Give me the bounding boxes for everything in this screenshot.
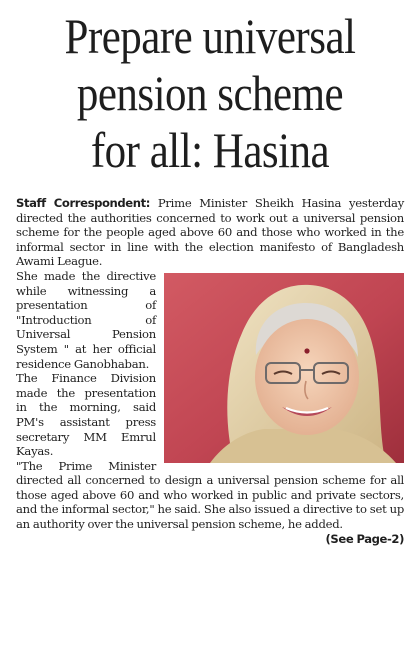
headline-line-1: Prepare universal	[64, 8, 356, 64]
article-body	[16, 196, 405, 546]
headline-line-2: pension scheme	[76, 65, 344, 121]
portrait-photo	[164, 273, 404, 463]
continuation-link[interactable]: (See Page-2)	[325, 531, 404, 546]
paragraph-3: The Finance Division made the presentation in the morning, said PM's assistant press secretary MM Emrul Kayas.	[16, 371, 156, 459]
byline: Staff Correspondent:	[16, 196, 150, 210]
headline-line-3: for all: Hasina	[90, 122, 330, 178]
paragraph-4-text: "The Prime Minister directed all concerned to design a universal pension scheme for all those aged above 60 and who worked in public and private sectors, and the informal sector," he said. She also issued a directive to set up an authority over the universal pension scheme, he added.	[16, 458, 404, 532]
headline	[43, 8, 377, 179]
lead-text: Prime Minister Sheikh Hasina yesterday directed the authorities concerned to work out a universal pension scheme for the people aged above 60 and those who worked in the informal sector in line with the election manifesto of Bangladesh Awami League.	[16, 196, 405, 269]
lead-paragraph	[16, 196, 404, 269]
paragraph-2: She made the directive while witnessing a presentation of "Introduction of Universal Pension System " at her official residence Ganobhaban.	[16, 268, 156, 371]
paragraph-4	[16, 458, 404, 546]
